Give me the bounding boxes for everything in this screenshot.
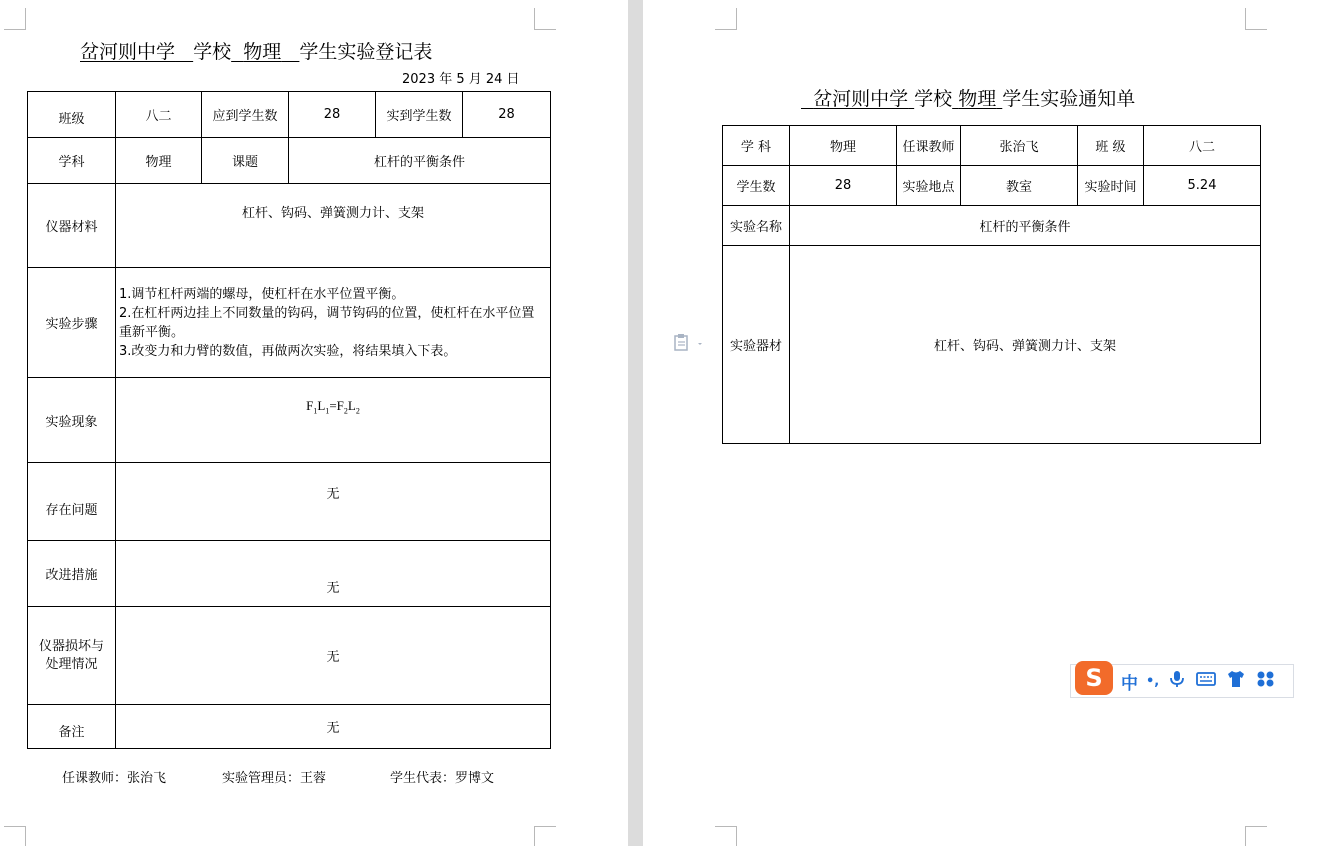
topic-label: 课题: [202, 138, 289, 184]
page-left: [0, 0, 628, 846]
page-corner-mark: [4, 8, 26, 30]
notice-time-label: 实验时间: [1078, 166, 1144, 206]
signature-teacher: 任课教师：张治飞: [62, 771, 167, 786]
notice-equipment-value: 杠杆、钩码、弹簧测力计、支架: [790, 246, 1261, 444]
microphone-icon[interactable]: [1167, 669, 1187, 693]
class-value: 八二: [116, 92, 202, 138]
materials-value: 杠杆、钩码、弹簧测力计、支架: [116, 184, 551, 268]
keyboard-icon[interactable]: [1195, 669, 1217, 693]
notice-title-subject: 物理: [958, 88, 997, 110]
notice-subject-value: 物理: [790, 126, 897, 166]
subject-value: 物理: [116, 138, 202, 184]
notice-title-school: 岔河则中学: [813, 88, 909, 110]
subject-label: 学科: [28, 138, 116, 184]
registration-table: [27, 91, 551, 749]
notice-count-value: 28: [790, 166, 897, 206]
step-line: 3.改变力和力臂的数值，再做两次实验，将结果填入下表。: [119, 343, 457, 359]
notice-time-value: 5.24: [1144, 166, 1261, 206]
notice-table: [722, 125, 1261, 444]
page-corner-mark: [1245, 8, 1267, 30]
notice-place-value: 教室: [961, 166, 1078, 206]
notice-title: [801, 84, 1135, 111]
signature-student: 学生代表：罗博文: [390, 771, 495, 786]
signature-manager: 实验管理员：王蓉: [222, 771, 327, 786]
phenomenon-label: 实验现象: [28, 378, 116, 463]
notice-teacher-label: 任课教师: [897, 126, 961, 166]
toolbox-icon[interactable]: [1255, 669, 1277, 693]
problems-label: 存在问题: [28, 463, 116, 541]
title-seg2: 学生实验登记表: [299, 41, 433, 63]
skin-shirt-icon[interactable]: [1225, 669, 1247, 693]
ime-language-toggle[interactable]: 中: [1121, 673, 1138, 694]
page-corner-mark: [534, 8, 556, 30]
ime-logo[interactable]: S: [1075, 661, 1113, 695]
form-date: 2023 年 5 月 24 日: [402, 72, 520, 87]
topic-value: 杠杆的平衡条件: [289, 138, 551, 184]
step-line: 1.调节杠杆两端的螺母，使杠杆在水平位置平衡。: [119, 286, 405, 302]
damage-label: 仪器损坏与 处理情况: [28, 607, 116, 705]
title-subject: 物理: [243, 41, 282, 63]
problems-value: 无: [116, 463, 551, 541]
notice-subject-label: 学 科: [723, 126, 790, 166]
page-corner-mark: [715, 8, 737, 30]
expected-students-value: 28: [289, 92, 376, 138]
notice-title-seg1: 学校: [914, 88, 953, 110]
ime-toolbar: [1070, 664, 1294, 698]
page-gutter: [628, 0, 643, 846]
page-corner-mark: [534, 826, 556, 846]
improvements-value: 无: [116, 541, 551, 607]
page-corner-mark: [1245, 826, 1267, 846]
form-title: [80, 37, 432, 64]
steps-label: 实验步骤: [28, 268, 116, 378]
ime-punctuation-toggle[interactable]: •,: [1146, 673, 1160, 689]
notice-title-seg2: 学生实验通知单: [1002, 88, 1136, 110]
remarks-value: 无: [116, 705, 551, 749]
notice-class-value: 八二: [1144, 126, 1261, 166]
materials-label: 仪器材料: [28, 184, 116, 268]
notice-name-label: 实验名称: [723, 206, 790, 246]
actual-students-label: 实到学生数: [376, 92, 463, 138]
notice-count-label: 学生数: [723, 166, 790, 206]
notice-name-value: 杠杆的平衡条件: [790, 206, 1261, 246]
step-line: 2.在杠杆两边挂上不同数量的钩码，调节钩码的位置，使杠杆在水平位置重新平衡。: [119, 305, 535, 340]
improvements-label: 改进措施: [28, 541, 116, 607]
notice-place-label: 实验地点: [897, 166, 961, 206]
class-label: 班级: [28, 92, 116, 138]
expected-students-label: 应到学生数: [202, 92, 289, 138]
phenomenon-formula: $F_1L_1=F_2L_2$: [116, 378, 551, 463]
page-corner-mark: [4, 826, 26, 846]
steps-content: [116, 268, 551, 378]
notice-class-label: 班 级: [1078, 126, 1144, 166]
actual-students-value: 28: [463, 92, 551, 138]
paste-options-icon[interactable]: [674, 334, 706, 356]
notice-equipment-label: 实验器材: [723, 246, 790, 444]
damage-value: 无: [116, 607, 551, 705]
page-corner-mark: [715, 826, 737, 846]
title-school: 岔河则中学: [80, 41, 176, 63]
title-seg1: 学校: [193, 41, 232, 63]
notice-teacher-value: 张治飞: [961, 126, 1078, 166]
remarks-label: 备注: [28, 705, 116, 749]
